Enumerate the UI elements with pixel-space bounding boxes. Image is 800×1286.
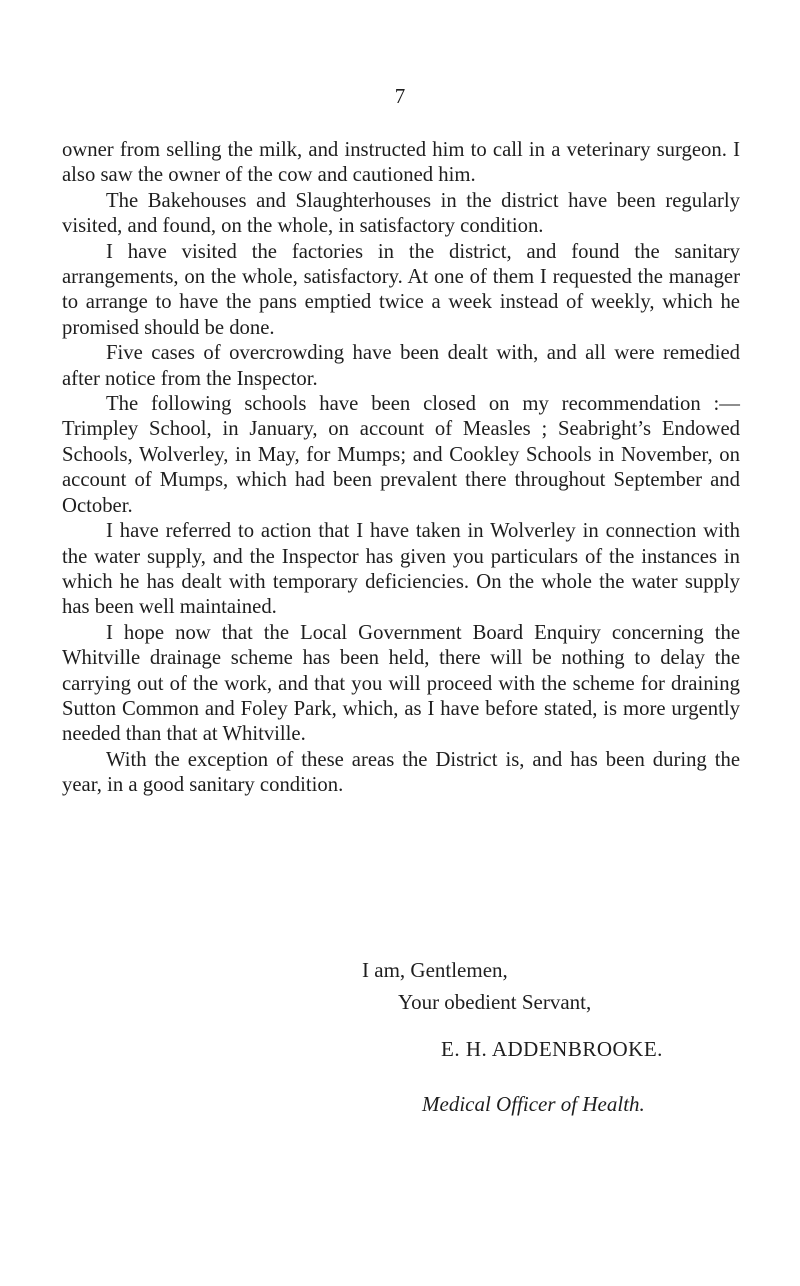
paragraph-schools: The following schools have been closed on my recommendation :—Trimpley School, in January, on account of Measles ; Seabright’s Endowed Schools, Wolverley, in May, for Mumps; and Cookley Schools in November, on account of Mumps, which had been prevalent there throughout September and October.: [62, 393, 740, 517]
signatory-title: Medical Officer of Health.: [422, 1092, 645, 1116]
signature-name: E. H. ADDENBROOKE.: [441, 1037, 663, 1061]
paragraph-continuation: owner from selling the milk, and instructed him to call in a veterinary surgeon. I also saw the owner of the cow and cautioned him.: [62, 139, 740, 187]
closing-salutation: I am, Gentlemen,: [362, 958, 508, 982]
paragraph-overcrowding: Five cases of overcrowding have been dealt with, and all were remedied after notice from the Inspector.: [62, 342, 740, 390]
paragraph-factories: I have visited the factories in the district, and found the sanitary arrangements, on the whole, satisfactory. At one of them I requested the manager to arrange to have the pans emptied twice a week instead of weekly, which he promised should be done.: [62, 240, 740, 339]
paragraph-water-supply: I have referred to action that I have taken in Wolverley in connection with the water supply, and the Inspector has given you particulars of the instances in which he has dealt with temporary deficiencies. On the whole the water supply has been well maintained.: [62, 520, 740, 619]
closing-sign-off: Your obedient Servant,: [398, 990, 592, 1014]
paragraph-bakehouses: The Bakehouses and Slaughterhouses in the district have been regularly visited, and found, on the whole, in satisfactory condition.: [62, 189, 740, 238]
paragraph-conclusion: With the exception of these areas the District is, and has been during the year, in a good sanitary condition.: [62, 748, 740, 797]
paragraph-drainage: I hope now that the Local Government Board Enquiry concerning the Whitville drainage scheme has been held, there will be nothing to delay the carrying out of the work, and that you will proceed with the scheme for draining Sutton Common and Foley Park, which, as I have before stated, is more urgently needed than that at Whitville.: [62, 621, 740, 746]
letter-body: [62, 138, 740, 799]
page-number: 7: [394, 84, 406, 108]
